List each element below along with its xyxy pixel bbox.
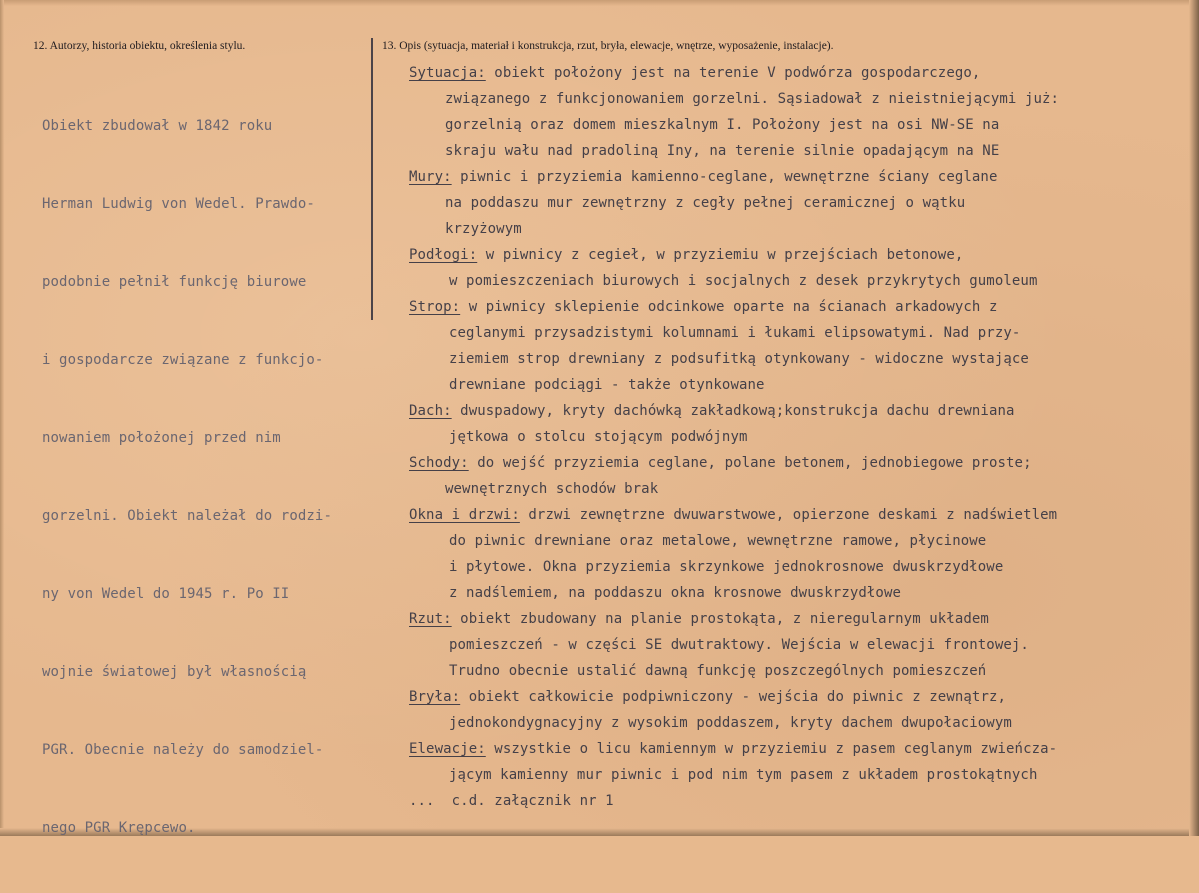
description-text: piwnic i przyziemia kamienno-ceglane, wewnętrzne ściany ceglane xyxy=(451,169,998,185)
description-text: krzyżowym xyxy=(445,221,522,237)
description-line xyxy=(409,398,1059,424)
description-text: obiekt zbudowany na planie prostokąta, z nieregularnym układem xyxy=(451,611,989,627)
description-text: z nadślemiem, na poddaszu okna krosnowe dwuskrzydłowe xyxy=(449,585,902,601)
description-line xyxy=(409,736,1059,762)
description-heading: Elewacje: xyxy=(409,741,486,757)
description-line xyxy=(409,268,1059,294)
history-line: ny von Wedel do 1945 r. Po II xyxy=(42,586,290,602)
description-line xyxy=(409,580,1059,606)
description-text: Trudno obecnie ustalić dawną funkcję poszczególnych pomieszczeń xyxy=(449,663,987,679)
description-text: pomieszczeń - w części SE dwutraktowy. Wejścia w elewacji frontowej. xyxy=(449,637,1029,653)
description-heading: Strop: xyxy=(409,299,461,315)
description-heading: Rzut: xyxy=(409,611,452,627)
description-line xyxy=(409,112,1059,138)
description-line xyxy=(409,632,1059,658)
description-line xyxy=(409,164,1059,190)
history-line: wojnie światowej był własnością xyxy=(42,664,307,680)
description-text: w pomieszczeniach biurowych i socjalnych z desek przykrytych gumoleum xyxy=(449,273,1038,289)
description-text: dwuspadowy, kryty dachówką zakładkową;konstrukcja dachu drewniana xyxy=(451,403,1015,419)
description-text: skraju wału nad pradoliną Iny, na terenie silnie opadającym na NE xyxy=(445,143,1000,159)
section-13-heading: 13. Opis (sytuacja, materiał i konstrukcja, rzut, bryła, elewacje, wnętrze, wyposażenie, instalacje). xyxy=(382,40,834,52)
description-text: drzwi zewnętrzne dwuwarstwowe, opierzone deskami z nadświetlem xyxy=(519,507,1058,523)
description-text: do piwnic drewniane oraz metalowe, wewnętrzne ramowe, płycinowe xyxy=(449,533,987,549)
description-line xyxy=(409,60,1059,86)
history-line: gorzelni. Obiekt należał do rodzi- xyxy=(42,508,332,524)
description-text: ziemiem strop drewniany z podsufitką otynkowany - widoczne wystające xyxy=(449,351,1029,367)
paper-edge-top xyxy=(0,0,1199,6)
description-line xyxy=(409,476,1059,502)
history-line: Herman Ludwig von Wedel. Prawdo- xyxy=(42,196,315,212)
description-heading: Podłogi: xyxy=(409,247,478,263)
history-text-block xyxy=(42,61,332,893)
description-line xyxy=(409,528,1059,554)
description-text: wewnętrznych schodów brak xyxy=(445,481,659,497)
description-heading: Mury: xyxy=(409,169,452,185)
description-line xyxy=(409,424,1059,450)
description-heading: Sytuacja: xyxy=(409,65,486,81)
description-line xyxy=(409,86,1059,112)
description-line xyxy=(409,216,1059,242)
history-line: PGR. Obecnie należy do samodziel- xyxy=(42,742,324,758)
description-text-block xyxy=(409,60,1059,814)
description-text: i płytowe. Okna przyziemia skrzynkowe jednokrosnowe dwuskrzydłowe xyxy=(449,559,1004,575)
description-text: wszystkie o licu kamiennym w przyziemiu z pasem ceglanym zwieńcza- xyxy=(485,741,1058,757)
section-12-heading: 12. Autorzy, historia obiektu, określenia stylu. xyxy=(33,40,246,52)
description-text: ceglanymi przysadzistymi kolumnami i łukami elipsowatymi. Nad przy- xyxy=(449,325,1021,341)
description-text: obiekt położony jest na terenie V podwórza gospodarczego, xyxy=(485,65,981,81)
description-text: do wejść przyziemia ceglane, polane betonem, jednobiegowe proste; xyxy=(468,455,1032,471)
description-line xyxy=(409,710,1059,736)
description-text: w piwnicy z cegieł, w przyziemiu w przejściach betonowe, xyxy=(477,247,964,263)
description-line xyxy=(409,788,1059,814)
column-divider xyxy=(371,38,373,320)
description-line xyxy=(409,294,1059,320)
description-heading: Okna i drzwi: xyxy=(409,507,520,523)
description-line xyxy=(409,242,1059,268)
history-line: nowaniem położonej przed nim xyxy=(42,430,281,446)
description-text: jętkowa o stolcu stojącym podwójnym xyxy=(449,429,748,445)
description-text: na poddaszu mur zewnętrzny z cegły pełnej ceramicznej o wątku xyxy=(445,195,966,211)
description-line xyxy=(409,762,1059,788)
description-line xyxy=(409,684,1059,710)
history-line: podobnie pełnił funkcję biurowe xyxy=(42,274,307,290)
description-text: ... c.d. załącznik nr 1 xyxy=(409,793,614,809)
description-line xyxy=(409,554,1059,580)
description-line xyxy=(409,606,1059,632)
description-line xyxy=(409,658,1059,684)
description-text: związanego z funkcjonowaniem gorzelni. Sąsiadował z nieistniejącymi już: xyxy=(445,91,1060,107)
description-heading: Dach: xyxy=(409,403,452,419)
description-text: jednokondygnacyjny z wysokim poddaszem, kryty dachem dwupołaciowym xyxy=(449,715,1012,731)
description-line xyxy=(409,190,1059,216)
description-line xyxy=(409,346,1059,372)
paper-edge-left xyxy=(0,0,4,836)
description-text: jącym kamienny mur piwnic i pod nim tym pasem z układem prostokątnych xyxy=(449,767,1038,783)
description-text: w piwnicy sklepienie odcinkowe oparte na ścianach arkadowych z xyxy=(460,299,998,315)
description-line xyxy=(409,138,1059,164)
description-line xyxy=(409,320,1059,346)
description-text: obiekt całkowicie podpiwniczony - wejścia do piwnic z zewnątrz, xyxy=(460,689,1007,705)
description-line xyxy=(409,450,1059,476)
history-line: Obiekt zbudował w 1842 roku xyxy=(42,118,273,134)
description-heading: Bryła: xyxy=(409,689,461,705)
description-line xyxy=(409,502,1059,528)
history-line: i gospodarcze związane z funkcjo- xyxy=(42,352,324,368)
description-heading: Schody: xyxy=(409,455,469,471)
description-text: gorzelnią oraz domem mieszkalnym I. Położony jest na osi NW-SE na xyxy=(445,117,1000,133)
description-text: drewniane podciągi - także otynkowane xyxy=(449,377,765,393)
paper-edge-right xyxy=(1189,0,1199,836)
description-line xyxy=(409,372,1059,398)
history-line: nego PGR Krępcewo. xyxy=(42,820,196,836)
